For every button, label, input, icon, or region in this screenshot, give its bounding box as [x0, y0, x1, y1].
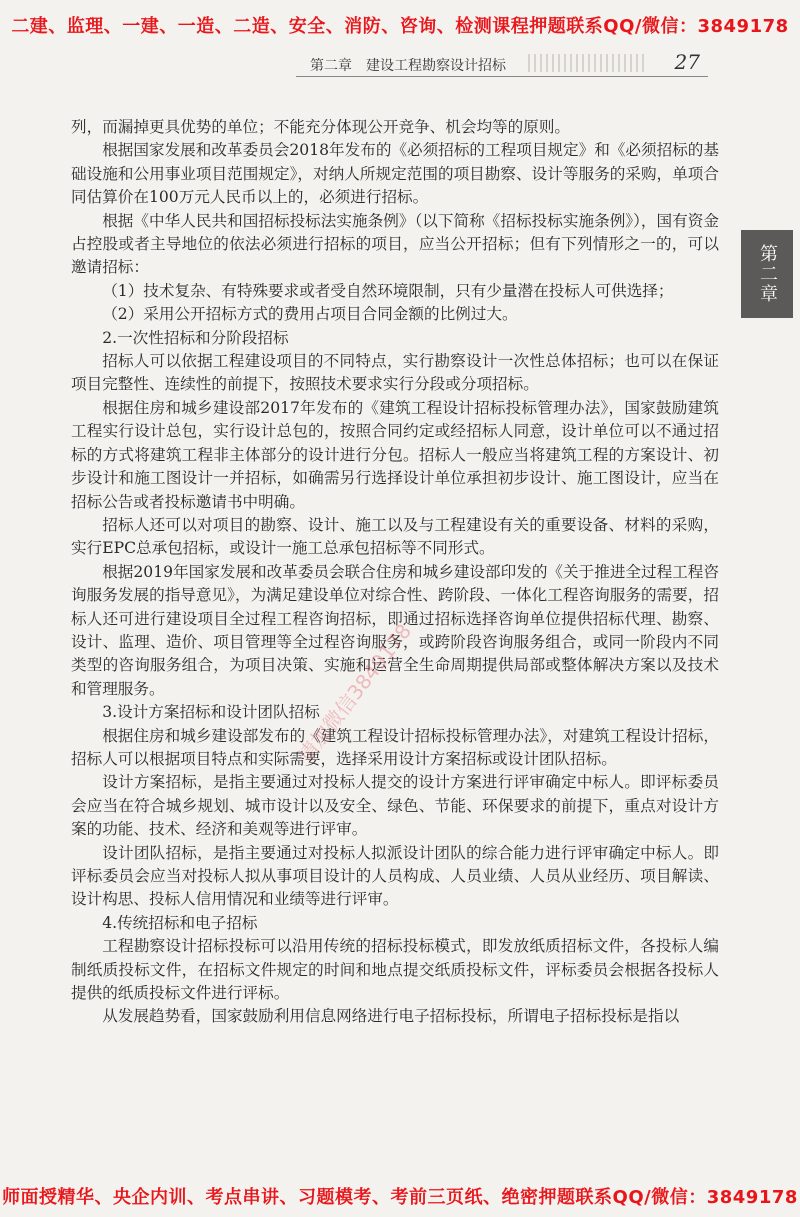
chapter-reference: 第二章 建设工程勘察设计招标: [310, 58, 506, 74]
list-item: （1）技术复杂、有特殊要求或者受自然环境限制，只有少量潜在投标人可供选择；: [102, 281, 674, 300]
chapter-side-tab: 第二章: [741, 230, 793, 318]
paragraph: 设计方案招标，是指主要通过对投标人提交的设计方案进行评审确定中标人。即评标委员会应当在符合城乡规划、城市设计以及安全、绿色、节能、环保要求的前提下，重点对设计方案的功能、技术、经济和美观等进行评审。: [71, 773, 719, 839]
paragraph: 列，而漏掉更具优势的单位；不能充分体现公开竞争、机会均等的原则。: [71, 118, 571, 136]
paragraph: 根据国家发展和改革委员会2018年发布的《必须招标的工程项目规定》和《必须招标的基础设施和公用事业项目范围规定》，对纳人所规定范围的项目勘察、设计等服务的采购，单项合同估算价在100万元人民币以上的，必须进行招标。: [71, 141, 719, 207]
running-header: [296, 52, 708, 77]
list-item: （2）采用公开招标方式的费用占项目合同金额的比例过大。: [102, 305, 518, 324]
paragraph: 根据住房和城乡建设部发布的《建筑工程设计招标投标管理办法》，对建筑工程设计招标，招标人可以根据项目特点和实际需要，选择采用设计方案招标或设计团队招标。: [71, 726, 719, 768]
paragraph: 根据《中华人民共和国招标投标法实施条例》（以下简称《招标投标实施条例》），国有资金占控股或者主导地位的依法必须进行招标的项目，应当公开招标；但有下列情形之一的，可以邀请招标：: [71, 211, 719, 277]
header-decoration: [528, 54, 648, 72]
paragraph: 工程勘察设计招标投标可以沿用传统的招标投标模式，即发放纸质招标文件，各投标人编制纸质投标文件，在招标文件规定的时间和地点提交纸质投标文件，评标委员会根据各投标人提供的纸质投标文件进行评标。: [71, 937, 719, 1003]
section-heading: 4.传统招标和电子招标: [102, 913, 258, 932]
paragraph: 从发展趋势看，国家鼓励利用信息网络进行电子招标投标，所谓电子招标投标是指以: [102, 1007, 680, 1026]
paragraph: 根据2019年国家发展和改革委员会联合住房和城乡建设部印发的《关于推进全过程工程咨询服务发展的指导意见》，为满足建设单位对综合性、跨阶段、一体化工程咨询服务的需要，招标人还可进行建设项目全过程工程咨询招标，即通过招标选择咨询单位提供招标代理、勘察、设计、监理、造价、项目管理等全过程咨询服务，或跨阶段咨询服务组合，或同一阶段内不同类型的咨询服务组合，为项目决策、实施和运营全生命周期提供局部或整体解决方案以及技术和管理服务。: [71, 562, 719, 698]
section-heading: 2.一次性招标和分阶段招标: [102, 328, 289, 347]
section-heading: 3.设计方案招标和设计团队招标: [102, 703, 320, 722]
promo-banner-bottom: 师面授精华、央企内训、考点串讲、习题模考、考前三页纸、绝密押题联系QQ/微信：3849178: [2, 1187, 798, 1208]
page-number: 27: [674, 50, 700, 74]
promo-banner-top: 二建、监理、一建、一造、二造、安全、消防、咨询、检测课程押题联系QQ/微信：3849178: [11, 16, 789, 37]
paragraph: 招标人可以依据工程建设项目的不同特点，实行勘察设计一次性总体招标；也可以在保证项目完整性、连续性的前提下，按照技术要求实行分段或分项招标。: [71, 352, 719, 394]
watermark-text: 请加微信3849178: [293, 619, 417, 768]
paragraph: 设计团队招标，是指主要通过对投标人拟派设计团队的综合能力进行评审确定中标人。即评标委员会应当对投标人拟从事项目设计的人员构成、人员业绩、人员从业经历、项目解读、设计构思、投标人信用情况和业绩等进行评审。: [71, 843, 719, 909]
body-text: [71, 116, 719, 1029]
paragraph: 根据住房和城乡建设部2017年发布的《建筑工程设计招标投标管理办法》，国家鼓励建筑工程实行设计总包，实行设计总包的，按照合同约定或经招标人同意，设计单位可以不通过招标的方式将建筑工程非主体部分的设计进行分包。招标人一般应当将建筑工程的方案设计、初步设计和施工图设计一并招标，如确需另行选择设计单位承担初步设计、施工图设计，应当在招标公告或者投标邀请书中明确。: [71, 398, 719, 511]
paragraph: 招标人还可以对项目的勘察、设计、施工以及与工程建设有关的重要设备、材料的采购，实行EPC总承包招标，或设计一施工总承包招标等不同形式。: [71, 515, 719, 558]
